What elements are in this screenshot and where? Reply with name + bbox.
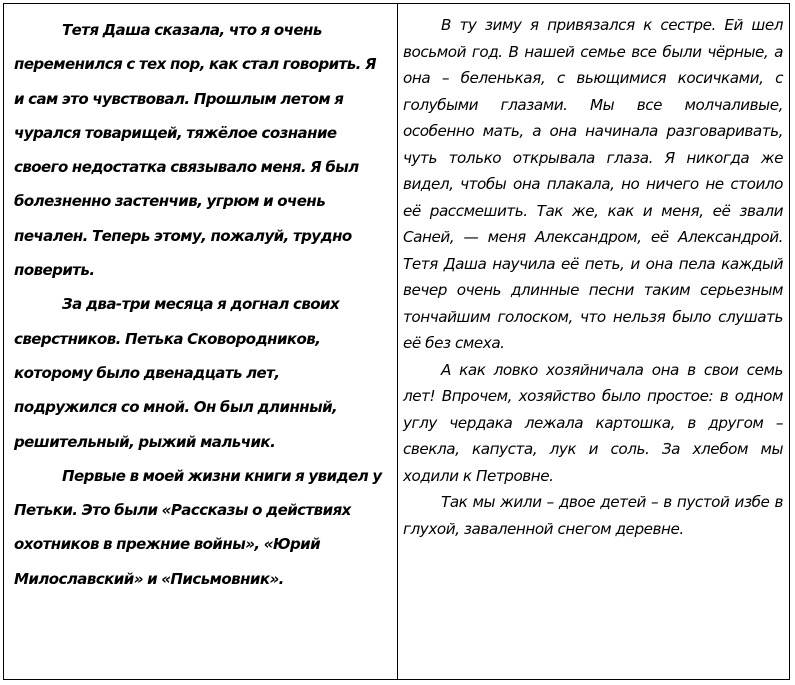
left-paragraph-3: Первые в моей жизни книги я увидел у Петьки. Это были «Рассказы о действиях охотников в прежние войны», «Юрий Милославский» и «Письмовник».	[14, 466, 382, 588]
right-text-column	[398, 4, 789, 679]
left-text-column	[4, 4, 398, 679]
left-paragraph-2: За два-три месяца я догнал своих сверстников. Петька Сковородников, которому было двенадцать лет, подружился со мной. Он был длинный, решительный, рыжий мальчик.	[14, 295, 340, 451]
left-paragraph-1: Тетя Даша сказала, что я очень переменился с тех пор, как стал говорить. Я и сам это чувствовал. Прошлым летом я чурался товарищей, тяжёлое сознание своего недостатка связывало меня. Я был болезненно застенчив, угрюм и очень печален. Теперь этому, пожалуй, трудно поверить.	[14, 21, 377, 280]
right-paragraph-2: А как ловко хозяйничала она в свои семь лет! Впрочем, хозяйство было простое: в одном углу чердака лежала картошка, в другом – свекла, капуста, лук и соль. За хлебом мы ходили к Петровне.	[403, 360, 783, 485]
two-column-text-table	[3, 3, 790, 680]
right-paragraph-1: В ту зиму я привязался к сестре. Ей шел восьмой год. В нашей семье все были чёрные, а она – беленькая, с вьющимися косичками, с голубыми глазами. Мы все молчаливые, особенно мать, а она начинала разговаривать, чуть только открывала глаза. Я никогда же видел, чтобы она плакала, но ничего не стоило её рассмешить. Так же, как и меня, её звали Саней, — меня Александром, её Александрой. Тетя Даша научила её петь, и она пела каждый вечер очень длинные песни таким серьезным тончайшим голоском, что нельзя было слушать её без смеха.	[403, 16, 783, 352]
right-paragraph-3: Так мы жили – двое детей – в пустой избе в глухой, заваленной снегом деревне.	[403, 493, 783, 538]
